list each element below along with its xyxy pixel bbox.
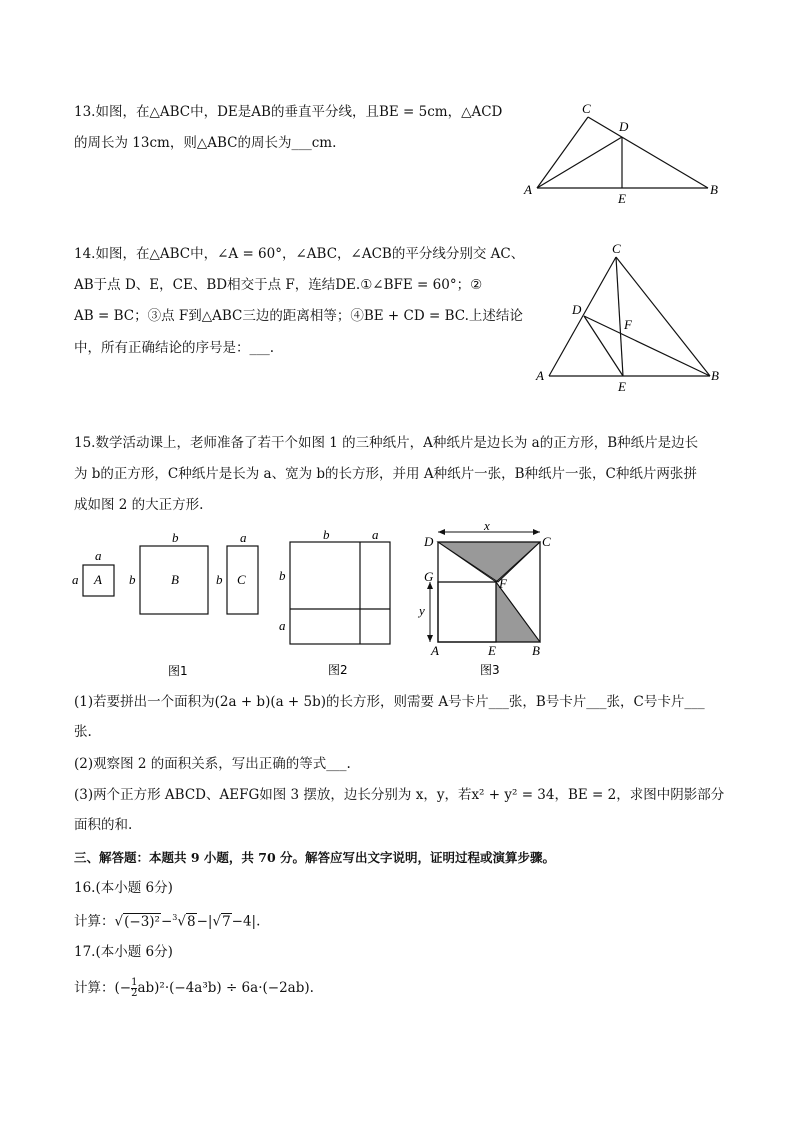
fig1-caption: 图1 <box>168 664 188 678</box>
q14-line4: 中，所有正确结论的序号是：___. <box>74 340 275 356</box>
fig1-a-left: a <box>72 572 79 587</box>
q15-sub2: (2)观察图 2 的面积关系，写出正确的等式___. <box>74 756 351 772</box>
q15-sub1-line1: (1)若要拼出一个面积为(2a + b)(a + 5b)的长方形，则需要 A号卡片___张，B号卡片___张，C号卡片___ <box>74 694 705 710</box>
q13-label-C: C <box>582 101 591 116</box>
q13-figure <box>520 100 730 210</box>
q14-figure <box>532 240 732 395</box>
fig2-b-top: b <box>323 527 330 542</box>
fig1-b-left: b <box>129 572 136 587</box>
q16-head: 16.(本小题 6分) <box>74 880 173 896</box>
q15-figure-2 <box>276 528 401 678</box>
q16-abs-open: −| <box>196 913 213 930</box>
fig1-a-top: a <box>95 548 102 563</box>
q16-tail: −4|. <box>231 913 261 930</box>
fig3-C: C <box>542 534 551 549</box>
q15-figure-1 <box>66 530 266 680</box>
fig1-C: C <box>237 572 246 587</box>
q14-label-A: A <box>536 368 544 383</box>
q17-frac-num: 1 <box>131 977 138 988</box>
q16-cbrt-index: 3 <box>172 913 178 922</box>
q14-label-F: F <box>624 317 632 332</box>
q13-line2: 的周长为 13cm，则△ABC的周长为___cm. <box>74 135 337 151</box>
fig3-G: G <box>424 569 434 584</box>
q13-label-D: D <box>619 119 629 134</box>
q14-line2: AB于点 D、E，CE、BD相交于点 F，连结DE.①∠BFE = 60°；② <box>74 277 483 293</box>
q16-minus: − <box>160 913 173 930</box>
fig1-A: A <box>94 572 102 587</box>
q15-sub1-line2: 张. <box>74 724 92 740</box>
q15-line2: 为 b的正方形，C种纸片是长为 a、宽为 b的长方形，并用 A种纸片一张，B种纸片一张，C种纸片两张拼 <box>74 466 697 482</box>
fig2-b-left: b <box>279 568 286 583</box>
q15-line1: 15.数学活动课上，老师准备了若干个如图 1 的三种纸片，A种纸片是边长为 a的正方形，B种纸片是边长 <box>74 435 699 451</box>
q17-tail: ab)²·(−4a³b) ÷ 6a·(−2ab). <box>137 980 314 996</box>
q14-label-E: E <box>618 379 626 394</box>
q14-label-D: D <box>572 302 582 317</box>
q14-line1: 14.如图，在△ABC中，∠A = 60°，∠ABC，∠ACB的平分线分别交 AC、 <box>74 246 525 262</box>
section-three-heading: 三、解答题：本题共 9 小题，共 70 分。解答应写出文字说明，证明过程或演算步骤。 <box>74 850 556 865</box>
q14-line3: AB = BC；③点 F到△ABC三边的距离相等；④BE + CD = BC.上述结论 <box>74 308 523 324</box>
q13-label-E: E <box>618 191 626 206</box>
q17-frac-den: 2 <box>131 988 138 999</box>
q16-radicand-3: 7 <box>222 913 231 930</box>
fig3-y: y <box>419 603 425 618</box>
q15-sub3-line2: 面积的和. <box>74 817 133 833</box>
fig1-c-top: a <box>240 530 247 545</box>
q17-prefix: 计算：(− <box>74 980 132 996</box>
q14-label-B: B <box>711 368 719 383</box>
fig3-D: D <box>424 534 434 549</box>
q15-line3: 成如图 2 的大正方形. <box>74 497 204 513</box>
q14-label-C: C <box>612 241 621 256</box>
fig1-b-top: b <box>172 530 179 545</box>
q13-line1: 13.如图，在△ABC中，DE是AB的垂直平分线，且BE = 5cm，△ACD <box>74 104 503 120</box>
q13-label-A: A <box>524 182 532 197</box>
q13-label-B: B <box>710 182 718 197</box>
fig1-c-left: b <box>216 572 223 587</box>
fig2-a-left: a <box>279 618 286 633</box>
fig2-caption: 图2 <box>328 663 348 677</box>
q15-figure-3 <box>418 520 558 680</box>
q16-radicand-2: 8 <box>186 913 196 930</box>
q17-head: 17.(本小题 6分) <box>74 944 173 960</box>
fig3-A: A <box>431 643 439 658</box>
sqrt-sign: √ <box>177 913 186 930</box>
fig1-B: B <box>171 572 179 587</box>
q16-radicand-1: (−3)² <box>124 913 160 930</box>
q15-sub3-line1: (3)两个正方形 ABCD、AEFG如图 3 摆放，边长分别为 x，y，若x² + y² = 34，BE = 2，求图中阴影部分 <box>74 787 725 803</box>
fig3-B: B <box>532 643 540 658</box>
q17-expression <box>74 978 314 999</box>
fig3-E: E <box>488 643 496 658</box>
fig2-a-top: a <box>372 527 379 542</box>
fig3-F: F <box>499 576 507 591</box>
fig3-x: x <box>484 518 490 533</box>
fig3-caption: 图3 <box>480 663 500 677</box>
q16-expression <box>74 908 260 932</box>
sqrt-sign: √ <box>212 913 222 930</box>
sqrt-sign: √ <box>114 913 124 930</box>
q16-prefix: 计算： <box>74 913 115 930</box>
